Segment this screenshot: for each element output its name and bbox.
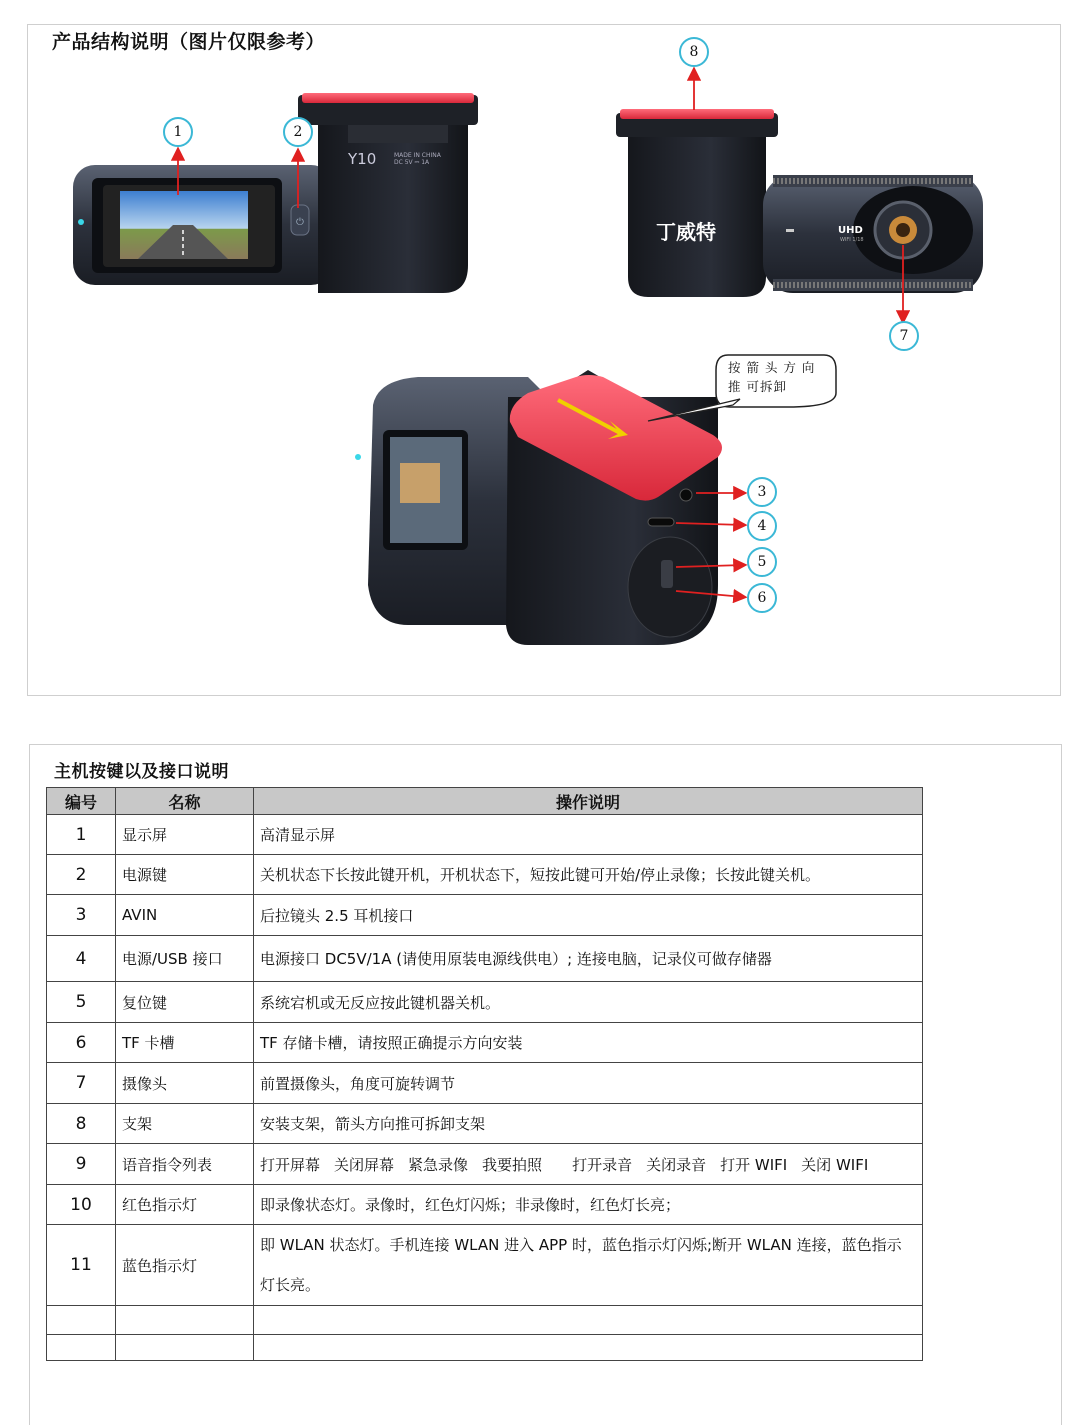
table-row-empty [47,1306,923,1335]
svg-text:⏻: ⏻ [296,217,304,228]
brand-logo: 丁威特 [656,220,716,244]
row-desc: TF 存储卡槽，请按照正确提示方向安装 [254,1023,923,1063]
callout-1: 1 [163,117,193,147]
lens-sublabel: WIFI 1/18 [840,237,864,243]
voice-command: 打开 WIFI [720,1155,788,1174]
spec-table [46,787,923,1361]
table-row [47,982,923,1023]
table-row [47,855,923,895]
row-desc: 系统宕机或无反应按此键机器关机。 [254,982,923,1023]
row-name: 电源/USB 接口 [116,936,254,982]
row-name: 摄像头 [116,1063,254,1104]
voice-command: 打开屏幕 [260,1155,321,1174]
row-no: 1 [47,815,116,855]
table-row [47,1225,923,1306]
table-row [47,895,923,936]
row-no: 6 [47,1023,116,1063]
row-desc: 关机状态下长按此键开机，开机状态下，短按此键可开始/停止录像；长按此键关机。 [254,855,923,895]
made-in-label: MADE IN CHINA [394,152,441,159]
structure-title: 产品结构说明（图片仅限参考） [52,31,326,53]
row-name: 红色指示灯 [116,1185,254,1225]
table-row [47,1104,923,1144]
model-label: Y10 [348,150,377,168]
power-rating-label: DC 5V ⎓ 1A [394,159,430,166]
row-name: 支架 [116,1104,254,1144]
header-name: 名称 [116,788,254,815]
table-row [47,1063,923,1104]
voice-command: 关闭 WIFI [801,1155,869,1174]
callout-3: 3 [747,477,777,507]
table-row [47,936,923,982]
camera-lens-view [616,109,983,297]
row-no: 11 [47,1225,116,1306]
row-desc: 即录像状态灯。录像时，红色灯闪烁；非录像时，红色灯长亮； [254,1185,923,1225]
row-name: 语音指令列表 [116,1144,254,1185]
row-desc: 安装支架，箭头方向推可拆卸支架 [254,1104,923,1144]
table-row [47,815,923,855]
lens-label: UHD [838,225,863,236]
row-no: 3 [47,895,116,936]
row-no: 2 [47,855,116,895]
table-title: 主机按键以及接口说明 [54,762,229,782]
voice-command: 我要拍照 [482,1155,543,1174]
table-row [47,1144,923,1185]
voice-command: 打开录音 [572,1155,633,1174]
row-name: 复位键 [116,982,254,1023]
row-desc: 即 WLAN 状态灯。手机连接 WLAN 进入 APP 时，蓝色指示灯闪烁;断开 WLAN 连接，蓝色指示灯长亮。 [254,1225,923,1306]
key-interface-panel [29,744,1062,1425]
header-no: 编号 [47,788,116,815]
row-no: 5 [47,982,116,1023]
voice-command: 关闭屏幕 [334,1155,395,1174]
speech-bubble-text: 按 箭 头 方 向 推 可拆卸 [728,360,816,394]
callout-8: 8 [679,37,709,67]
voice-command: 紧急录像 [408,1155,469,1174]
table-row-empty [47,1335,923,1361]
row-desc: 高清显示屏 [254,815,923,855]
header-desc: 操作说明 [254,788,923,815]
row-name: 显示屏 [116,815,254,855]
product-structure-panel [27,24,1061,696]
row-name: TF 卡槽 [116,1023,254,1063]
row-no: 9 [47,1144,116,1185]
voice-command-list [254,1144,923,1185]
table-header-row [47,788,923,815]
camera-front-view [73,93,478,293]
callout-2: 2 [283,117,313,147]
row-desc: 前置摄像头，角度可旋转调节 [254,1063,923,1104]
callout-5: 5 [747,547,777,577]
voice-command: 关闭录音 [646,1155,707,1174]
table-row [47,1023,923,1063]
row-no: 8 [47,1104,116,1144]
camera-angled-view [355,370,722,645]
row-no: 4 [47,936,116,982]
row-desc: 后拉镜头 2.5 耳机接口 [254,895,923,936]
row-no: 7 [47,1063,116,1104]
callout-6: 6 [747,583,777,613]
row-desc: 电源接口 DC5V/1A (请使用原装电源线供电）; 连接电脑，记录仪可做存储器 [254,936,923,982]
row-no: 10 [47,1185,116,1225]
callout-7: 7 [889,321,919,351]
callout-4: 4 [747,511,777,541]
table-row [47,1185,923,1225]
row-name: AVIN [116,895,254,936]
row-name: 蓝色指示灯 [116,1225,254,1306]
row-name: 电源键 [116,855,254,895]
